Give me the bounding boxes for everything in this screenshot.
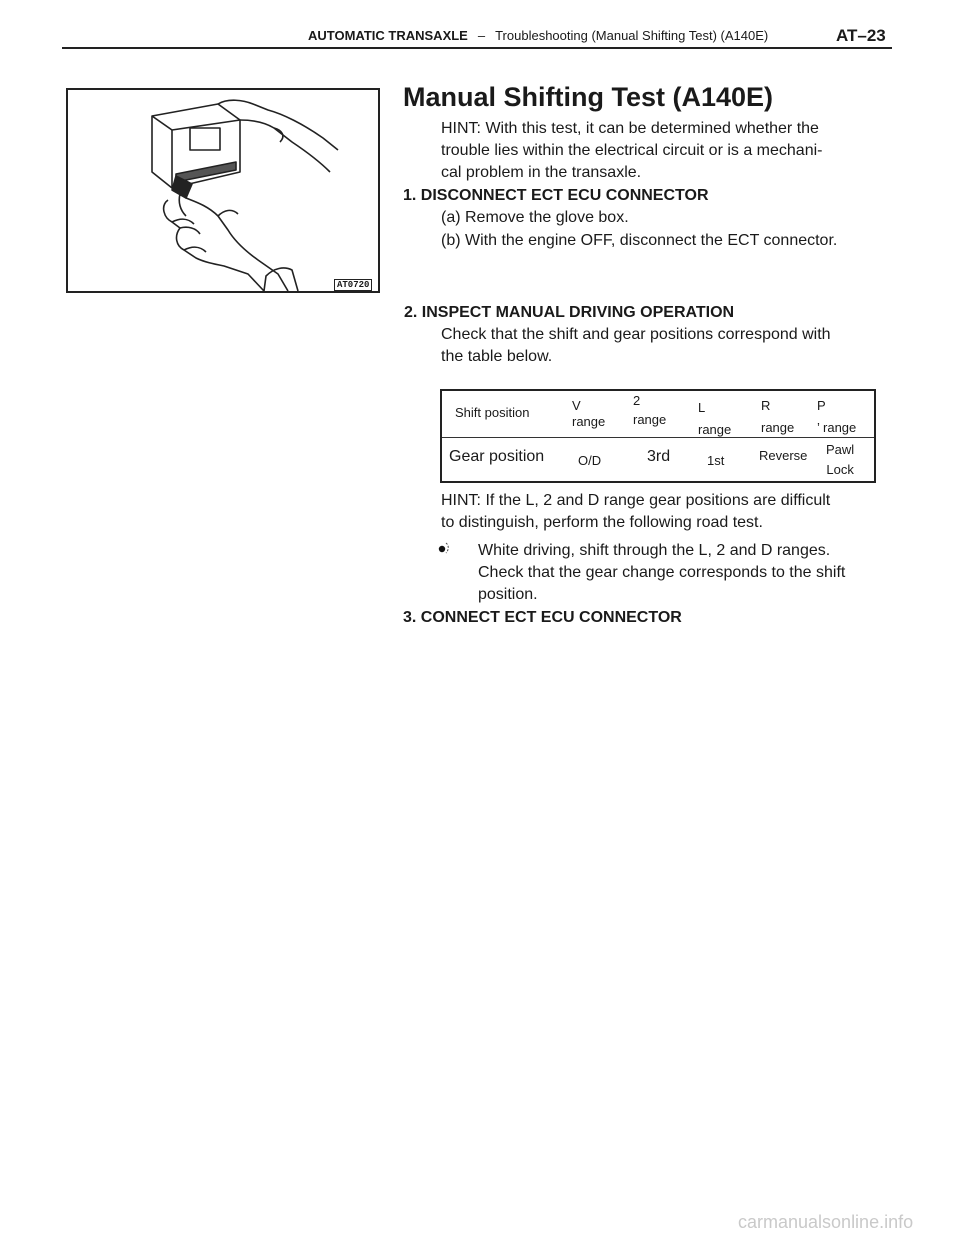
shift-l-range: range — [698, 422, 732, 437]
step-1-b: (b) With the engine OFF, disconnect the ECT connector. — [441, 232, 838, 249]
shift-r — [761, 398, 794, 436]
gear-od: O/D — [578, 453, 602, 468]
hint1-line-2: trouble lies within the electrical circuit or is a mechani- — [441, 142, 823, 159]
bullet-line-3: position. — [478, 586, 538, 603]
shift-p-range: ’ range — [817, 420, 857, 435]
shift-r-letter: R — [761, 398, 771, 413]
header-rule — [62, 47, 892, 49]
step-2-line-1: Check that the shift and gear positions correspond with — [441, 326, 831, 343]
gear-1st: 1st — [707, 453, 725, 468]
gear-3rd: 3rd — [647, 448, 671, 465]
step-2-line-2: the table below. — [441, 348, 553, 365]
shift-l — [698, 400, 731, 438]
running-header — [308, 28, 768, 43]
step-1-a: (a) Remove the glove box. — [441, 209, 629, 226]
shift-v — [572, 398, 605, 430]
figure-label: AT0720 — [334, 279, 372, 291]
hint1-line-3: cal problem in the transaxle. — [441, 164, 642, 181]
bullet-line-1: White driving, shift through the L, 2 and D ranges. — [478, 542, 831, 559]
step-3-heading: 3. CONNECT ECT ECU CONNECTOR — [403, 609, 682, 626]
shift-v-letter: V — [572, 398, 581, 413]
gear-position-label: Gear position — [449, 448, 545, 465]
gear-pawl-lock — [826, 442, 854, 478]
page-title: Manual Shifting Test (A140E) — [403, 82, 774, 112]
hands-ecu-illustration — [68, 90, 378, 291]
watermark: carmanualsonline.info — [738, 1212, 914, 1232]
gear-lock: Lock — [826, 462, 854, 477]
gear-pawl: Pawl — [826, 442, 855, 457]
bullet-line-2: Check that the gear change corresponds to the shift — [478, 564, 846, 581]
shift-p — [817, 398, 856, 436]
page-number: AT–23 — [836, 26, 886, 45]
bullet-icon — [437, 541, 451, 555]
section-subtitle: Troubleshooting (Manual Shifting Test) (A140E) — [495, 28, 769, 43]
table-row-divider — [442, 437, 874, 438]
hint1-line-1: HINT: With this test, it can be determined whether the — [441, 120, 819, 137]
hint-paragraph-1 — [441, 118, 822, 184]
shift-2 — [633, 393, 666, 428]
header-dash: – — [477, 28, 486, 43]
shift-position-label: Shift position — [455, 405, 530, 420]
hint2-line-2: to distinguish, perform the following road test. — [441, 514, 763, 531]
shift-v-range: range — [572, 414, 606, 429]
shift-r-range: range — [761, 420, 795, 435]
gear-reverse: Reverse — [759, 448, 808, 463]
step-2-heading: 2. INSPECT MANUAL DRIVING OPERATION — [404, 304, 735, 321]
step-1-heading: 1. DISCONNECT ECT ECU CONNECTOR — [403, 187, 709, 204]
ecu-connector-figure — [66, 88, 380, 293]
shift-l-letter: L — [698, 400, 706, 415]
hint2-line-1: HINT: If the L, 2 and D range gear positions are difficult — [441, 492, 831, 509]
shift-2-letter: 2 — [633, 393, 641, 408]
shift-p-letter: P — [817, 398, 826, 413]
bullet-paragraph — [478, 540, 845, 606]
shift-gear-table — [440, 389, 876, 483]
section-name: AUTOMATIC TRANSAXLE — [308, 28, 468, 43]
hint-paragraph-2 — [441, 490, 830, 534]
shift-2-range: range — [633, 412, 667, 427]
